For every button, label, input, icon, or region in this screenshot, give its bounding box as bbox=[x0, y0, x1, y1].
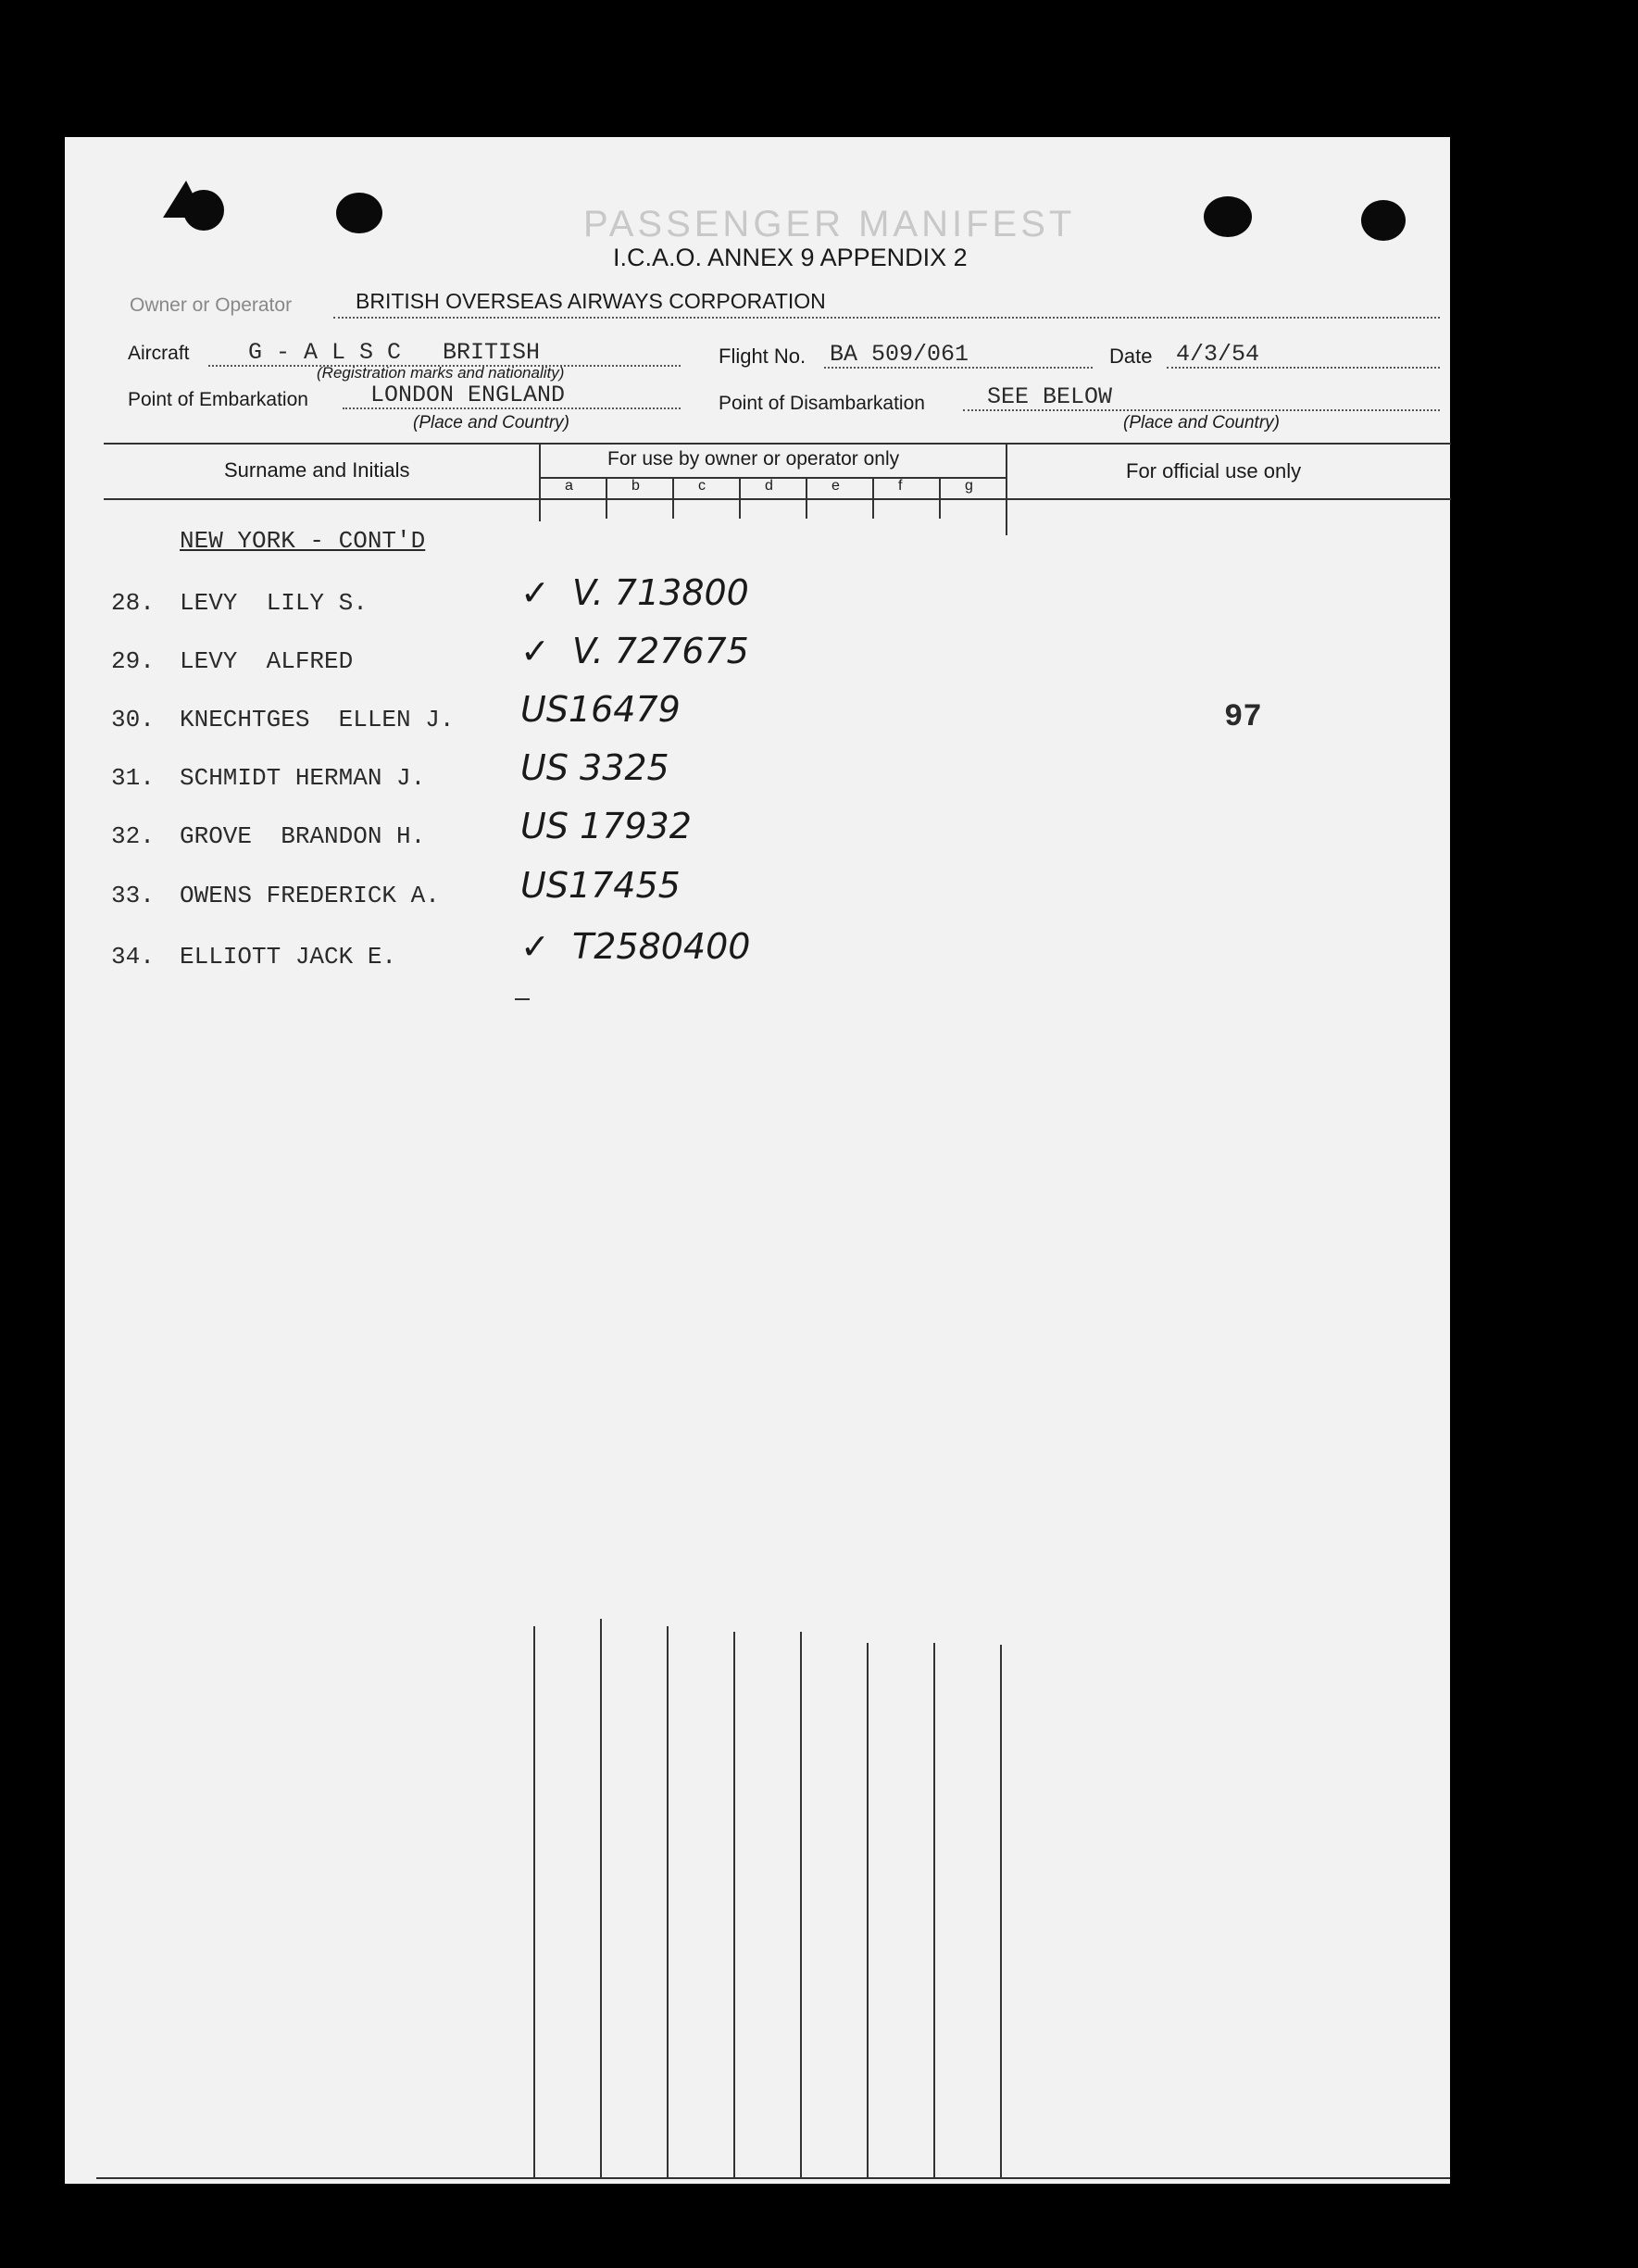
handwritten-note: ✓ V. 727675 bbox=[520, 631, 749, 671]
subcol-divider bbox=[672, 477, 674, 519]
row-number: 30. bbox=[111, 706, 155, 733]
disembark-value: SEE BELOW bbox=[987, 383, 1113, 410]
passenger-name: LEVY ALFRED bbox=[180, 647, 354, 675]
embark-note: (Place and Country) bbox=[413, 413, 569, 432]
handwritten-note: ✓ V. 713800 bbox=[520, 572, 749, 613]
handwritten-note: US16479 bbox=[520, 689, 681, 730]
flight-line bbox=[824, 367, 1093, 369]
subcol-divider bbox=[606, 477, 607, 519]
column-line bbox=[933, 1643, 935, 2177]
disembark-note: (Place and Country) bbox=[1123, 413, 1280, 432]
row-number: 29. bbox=[111, 647, 155, 675]
owner-label: Owner or Operator bbox=[130, 294, 293, 316]
column-line bbox=[1000, 1645, 1002, 2177]
disembark-line bbox=[963, 409, 1440, 411]
col-official: For official use only bbox=[1126, 459, 1302, 482]
owner-value: BRITISH OVERSEAS AIRWAYS CORPORATION bbox=[356, 289, 826, 313]
disembark-label: Point of Disambarkation bbox=[719, 393, 925, 414]
flight-value: BA 509/061 bbox=[830, 341, 969, 368]
table-header-rule bbox=[104, 498, 1451, 500]
row-number: 31. bbox=[111, 764, 155, 792]
column-line bbox=[733, 1632, 735, 2177]
passenger-name: OWENS FREDERICK A. bbox=[180, 882, 440, 909]
column-line bbox=[533, 1626, 535, 2177]
subcol-divider bbox=[872, 477, 874, 519]
handwritten-note: US17455 bbox=[520, 865, 681, 906]
official-number: 97 bbox=[1224, 700, 1262, 735]
subcol-header-a: a bbox=[565, 478, 573, 494]
row-number: 28. bbox=[111, 589, 155, 617]
passenger-name: LEVY LILY S. bbox=[180, 589, 368, 617]
handwritten-note: US 3325 bbox=[520, 747, 669, 788]
punch-hole bbox=[1361, 200, 1406, 241]
aircraft-value: G - A L S C BRITISH bbox=[248, 339, 541, 366]
embark-line bbox=[343, 407, 681, 409]
subcol-header-e: e bbox=[832, 478, 840, 494]
date-label: Date bbox=[1109, 345, 1153, 368]
passenger-name: KNECHTGES ELLEN J. bbox=[180, 706, 455, 733]
faded-header: PASSENGER MANIFEST bbox=[583, 204, 1076, 244]
subcol-header-d: d bbox=[765, 478, 773, 494]
col-operator: For use by owner or operator only bbox=[607, 448, 900, 470]
aircraft-label: Aircraft bbox=[128, 343, 190, 364]
row-number: 33. bbox=[111, 882, 155, 909]
table-bottom-rule bbox=[96, 2177, 1450, 2179]
subcol-divider bbox=[806, 477, 807, 519]
column-line bbox=[667, 1626, 669, 2177]
flight-label: Flight No. bbox=[719, 345, 806, 368]
subcol-divider bbox=[939, 477, 941, 519]
row-number: 34. bbox=[111, 943, 155, 971]
date-value: 4/3/54 bbox=[1176, 341, 1260, 368]
short-dash bbox=[515, 998, 530, 1000]
date-line bbox=[1167, 367, 1440, 369]
subcol-header-c: c bbox=[698, 478, 706, 494]
subcol-divider bbox=[739, 477, 741, 519]
handwritten-note: ✓ T2580400 bbox=[520, 926, 751, 967]
owner-line bbox=[333, 317, 1440, 319]
embark-value: LONDON ENGLAND bbox=[370, 382, 566, 408]
embark-label: Point of Embarkation bbox=[128, 389, 308, 410]
col-surname: Surname and Initials bbox=[224, 458, 410, 482]
table-divider-left bbox=[539, 443, 541, 521]
row-number: 32. bbox=[111, 822, 155, 850]
table-top-rule bbox=[104, 443, 1451, 445]
punch-hole bbox=[1204, 196, 1252, 237]
section-heading: NEW YORK - CONT'D bbox=[180, 527, 426, 555]
subcol-header-b: b bbox=[631, 478, 640, 494]
subcol-header-g: g bbox=[965, 478, 973, 494]
punch-hole bbox=[336, 193, 382, 233]
form-title: I.C.A.O. ANNEX 9 APPENDIX 2 bbox=[613, 244, 968, 271]
column-line bbox=[867, 1643, 869, 2177]
passenger-name: GROVE BRANDON H. bbox=[180, 822, 426, 850]
column-line bbox=[800, 1632, 802, 2177]
aircraft-note: (Registration marks and nationality) bbox=[317, 364, 565, 382]
handwritten-note: US 17932 bbox=[520, 806, 692, 846]
subcol-header-f: f bbox=[898, 478, 903, 494]
manifest-sheet bbox=[65, 137, 1450, 2184]
passenger-name: ELLIOTT JACK E. bbox=[180, 943, 397, 971]
corner-mark-icon bbox=[154, 176, 209, 222]
table-divider-right bbox=[1006, 443, 1007, 535]
passenger-name: SCHMIDT HERMAN J. bbox=[180, 764, 426, 792]
column-line bbox=[600, 1619, 602, 2177]
